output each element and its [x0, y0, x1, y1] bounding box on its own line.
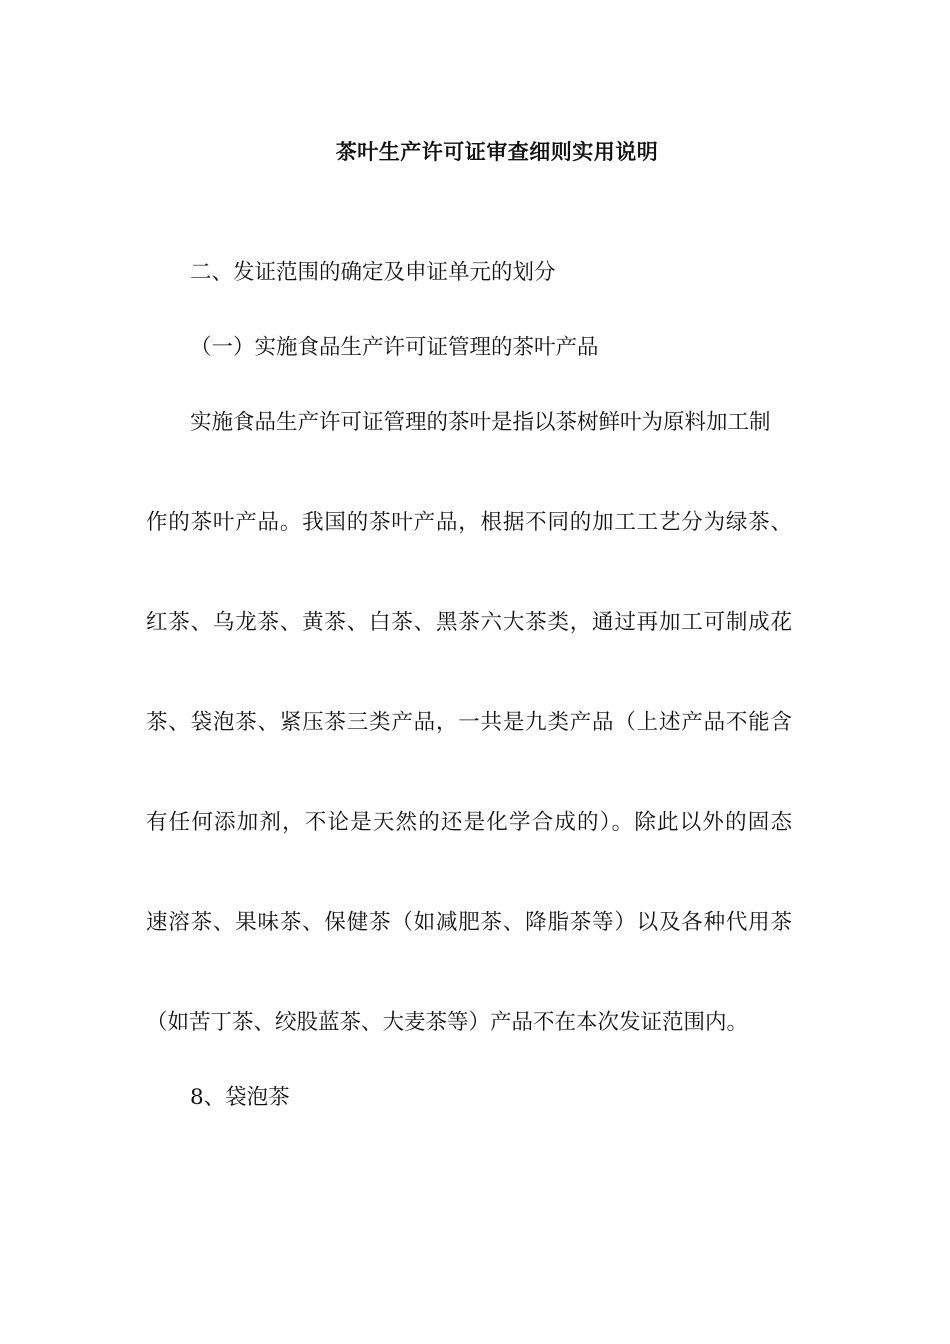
document-title: 茶叶生产许可证审查细则实用说明	[335, 140, 659, 164]
paragraph-line: 速溶茶、果味茶、保健茶（如减肥茶、降脂茶等）以及各种代用茶	[146, 910, 792, 935]
paragraph-line: 实施食品生产许可证管理的茶叶是指以茶树鲜叶为原料加工制	[190, 410, 771, 435]
paragraph-line: （如苦丁茶、绞股蓝茶、大麦茶等）产品不在本次发证范围内。	[146, 1010, 749, 1035]
subsection-heading: （一）实施食品生产许可证管理的茶叶产品	[190, 335, 599, 360]
paragraph-line: 有任何添加剂，不论是天然的还是化学合成的）。除此以外的固态	[146, 810, 792, 835]
paragraph-line: 作的茶叶产品。我国的茶叶产品，根据不同的加工工艺分为绿茶、	[146, 510, 792, 535]
section-heading: 二、发证范围的确定及申证单元的划分	[190, 260, 556, 285]
paragraph-line: 红茶、乌龙茶、黄茶、白茶、黑茶六大茶类，通过再加工可制成花	[146, 610, 792, 635]
paragraph-line: 茶、袋泡茶、紧压茶三类产品，一共是九类产品（上述产品不能含	[146, 710, 792, 735]
item-heading: 8、袋泡茶	[190, 1085, 290, 1110]
